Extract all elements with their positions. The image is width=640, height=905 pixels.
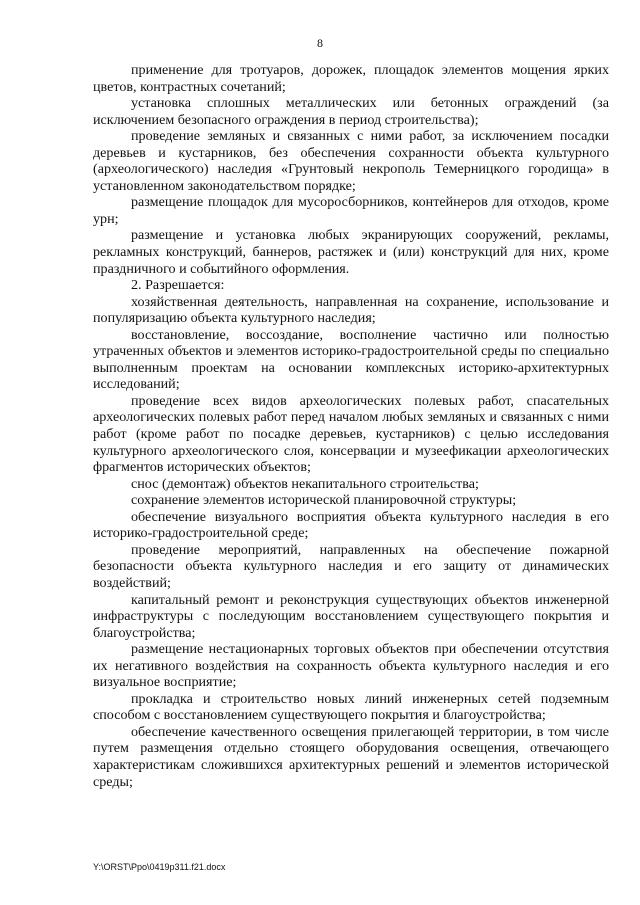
paragraph: проведение всех видов археологических полевых работ, спасательных археологических полевых работ перед началом любых земляных и связанных с ними работ (кроме работ по посадке деревьев, кустарников) с целью исследования культурного археологического слоя, консервации и музеефикации археологических фрагментов исторических объектов; [93,392,609,476]
paragraph: размещение нестационарных торговых объектов при обеспечении отсутствия их негативного воздействия на сохранность объекта культурного наследия и его визуальное восприятие; [93,641,609,691]
document-body [93,62,609,790]
paragraph: установка сплошных металлических или бетонных ограждений (за исключением безопасного ограждения в период строительства); [93,95,609,128]
footer-file-path: Y:\ORST\Ppo\0419p311.f21.docx [93,862,226,872]
paragraph: размещение и установка любых экранирующих сооружений, рекламы, рекламных конструкций, баннеров, растяжек и (или) конструкций для них, кроме праздничного и событийного оформления. [93,227,609,277]
paragraph: прокладка и строительство новых линий инженерных сетей подземным способом с восстановлением существующего покрытия и благоустройства; [93,690,609,724]
paragraph: восстановление, воссоздание, восполнение частично или полностью утраченных объектов и элементов историко-градостроительной среды по специально выполненным проектам на основании комплексных историко-архитектурных исследований; [93,326,609,393]
paragraph: сохранение элементов исторической планировочной структуры; [131,492,517,509]
paragraph: проведение земляных и связанных с ними работ, за исключением посадки деревьев и кустарников, без обеспечения сохранности объекта культурного (археологического) наследия «Грунтовый некрополь Темерницкого городища» в установленном законодательством порядке; [93,128,609,194]
paragraph: проведение мероприятий, направленных на обеспечение пожарной безопасности объекта культурного наследия и его защиту от динамических воздействий; [93,541,609,591]
paragraph: применение для тротуаров, дорожек, площадок элементов мощения ярких цветов, контрастных сочетаний; [93,62,609,95]
paragraph: снос (демонтаж) объектов некапитального строительства; [131,475,479,492]
paragraph: размещение площадок для мусоросборников, контейнеров для отходов, кроме урн; [93,194,609,227]
page-number: 8 [317,36,323,50]
paragraph: обеспечение визуального восприятия объекта культурного наследия в его историко-градостроительной среде; [93,508,609,542]
paragraph: хозяйственная деятельность, направленная на сохранение, использование и популяризацию объекта культурного наследия; [93,293,609,327]
paragraph: обеспечение качественного освещения прилегающей территории, в том числе путем размещения отдельно стоящего оборудования освещения, отвечающего характеристикам сложившихся архитектурных решений и элементов исторической среды; [93,723,609,790]
section-heading: 2. Разрешается: [131,277,225,294]
paragraph: капитальный ремонт и реконструкция существующих объектов инженерной инфраструктуры с последующим восстановлением существующего покрытия и благоустройства; [93,591,609,641]
